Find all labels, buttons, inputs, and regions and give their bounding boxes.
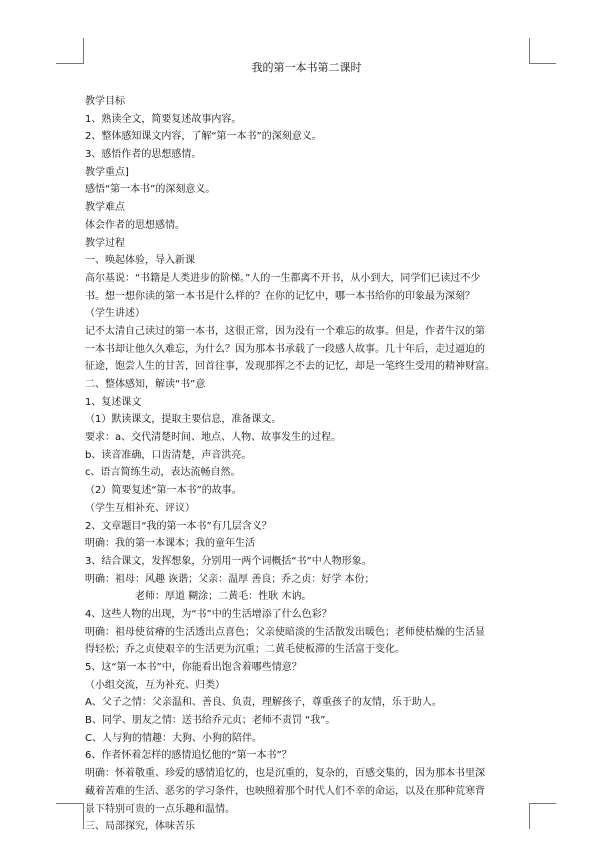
paragraph-line: 高尔基说：“书籍是人类进步的阶梯。”人的一生都离不开书，从小到大，同学们已读过不少: [85, 272, 481, 284]
section-heading: 一、唤起体验，导入新课: [85, 255, 195, 267]
section-heading: 三、局部探究，体味苦乐: [85, 821, 195, 833]
subsection-heading: 2、文章题目“我的第一本书”有几层含义？: [85, 520, 272, 532]
subsection-heading: 6、作者怀着怎样的感情追忆他的“第一本书”？: [85, 750, 292, 762]
paragraph-line: （1）默读课文，提取主要信息，准备课文。: [85, 414, 282, 426]
paragraph-line: （2）简要复述“第一本书”的故事。: [85, 485, 242, 497]
heading-process: 教学过程: [85, 237, 125, 249]
paragraph-line: b、读音准确，口齿清楚，声音洪亮。: [85, 449, 252, 461]
subsection-heading: 4、这些人物的出现，为“书”中的生活增添了什么色彩？: [85, 608, 332, 620]
heading-difficulties: 教学难点: [85, 202, 125, 214]
paragraph-line: B、同学、朋友之情：送书给乔元贞；老师不责罚 “我”。: [85, 715, 336, 727]
paragraph-line: 明确：祖母：风趣 诙谐；父亲：温厚 善良；乔之贞：好学 本份；: [85, 573, 375, 585]
paragraph-line: A、父子之情：父亲温和、善良、负责，理解孩子，尊重孩子的友情，乐于助人。: [85, 697, 442, 709]
difficulty-text: 体会作者的思想感情。: [85, 219, 185, 231]
paragraph-line: 书。想一想你读的第一本书是什么样的？在你的记忆中，哪一本书给你的印象最为深刻？: [85, 290, 475, 302]
paragraph-line: （小组交流，互为补充、归类）: [85, 679, 225, 691]
heading-key-points: 教学重点]: [85, 166, 129, 178]
paragraph-line: c、语言简练生动，表达流畅自然。: [85, 467, 241, 479]
paragraph-line: 明确：怀着敬重、珍爱的感情追忆的，也是沉重的，复杂的，百感交集的，因为那本书里深: [85, 768, 485, 780]
goal-item: 1、熟读全文，简要复述故事内容。: [85, 113, 242, 125]
paragraph-line: （学生互相补充、评议）: [85, 502, 195, 514]
section-heading: 二、整体感知，解读“书”意: [85, 379, 206, 390]
paragraph-line: 明确：祖母使贫瘠的生活透出点喜色；父亲使暗淡的生活散发出暖色；老师使枯燥的生活显: [85, 626, 485, 638]
paragraph-line: 要求：a、交代清楚时间、地点、人物、故事发生的过程。: [85, 432, 342, 444]
key-point-text: 感悟“第一本书”的深刻意义。: [85, 184, 216, 196]
goal-item: 3、感悟作者的思想感情。: [85, 149, 202, 161]
paragraph-line: 老师：厚道 糊涂；二黄毛：性耿 木讷。: [135, 591, 312, 603]
paragraph-line: 征途，饱尝人生的甘苦，回首往事，发现那挥之不去的记忆，却是一笔终生受用的精神财富。: [85, 361, 495, 373]
paragraph-line: 景下特别可贵的一点乐趣和温情。: [85, 803, 235, 815]
paragraph-line: C、人与狗的情趣：大狗、小狗的陪伴。: [85, 732, 262, 744]
paragraph-line: （学生讲述）: [85, 308, 145, 320]
subsection-heading: 5、这“第一本书”中，你能看出饱含着哪些情意？: [85, 662, 302, 673]
subsection-heading: 3、结合课文，发挥想象，分别用一两个词概括“书”中人物形象。: [85, 555, 372, 567]
subsection-heading: 1、复述课文: [85, 396, 142, 408]
paragraph-line: 一本书却让他久久难忘，为什么？因为那本书承载了一段感人故事。几十年后，走过逼迫的: [85, 343, 485, 355]
document-body: [85, 93, 535, 836]
heading-teaching-goals: 教学目标: [85, 96, 125, 107]
document-title: 我的第一本书第二课时: [251, 61, 362, 74]
paragraph-line: 明确：我的第一本课本；我的童年生活: [85, 538, 255, 550]
paragraph-line: 得轻松；乔之贞使艰辛的生活更为沉重；二黄毛使板滞的生活富于变化。: [85, 644, 405, 656]
paragraph-line: 记不太清自己读过的第一本书，这很正常，因为没有一个难忘的故事。但是，作者牛汉的第: [85, 325, 485, 337]
crop-mark-bottom-left: [83, 803, 84, 829]
paragraph-line: 藏着苦难的生活、恶劣的学习条件，也映照着那个时代人们不幸的命运，以及在那种荒寒背: [85, 785, 485, 797]
goal-item: 2、整体感知课文内容，了解“第一本书”的深刻意义。: [85, 131, 322, 143]
crop-mark-bottom-left: [56, 803, 83, 804]
